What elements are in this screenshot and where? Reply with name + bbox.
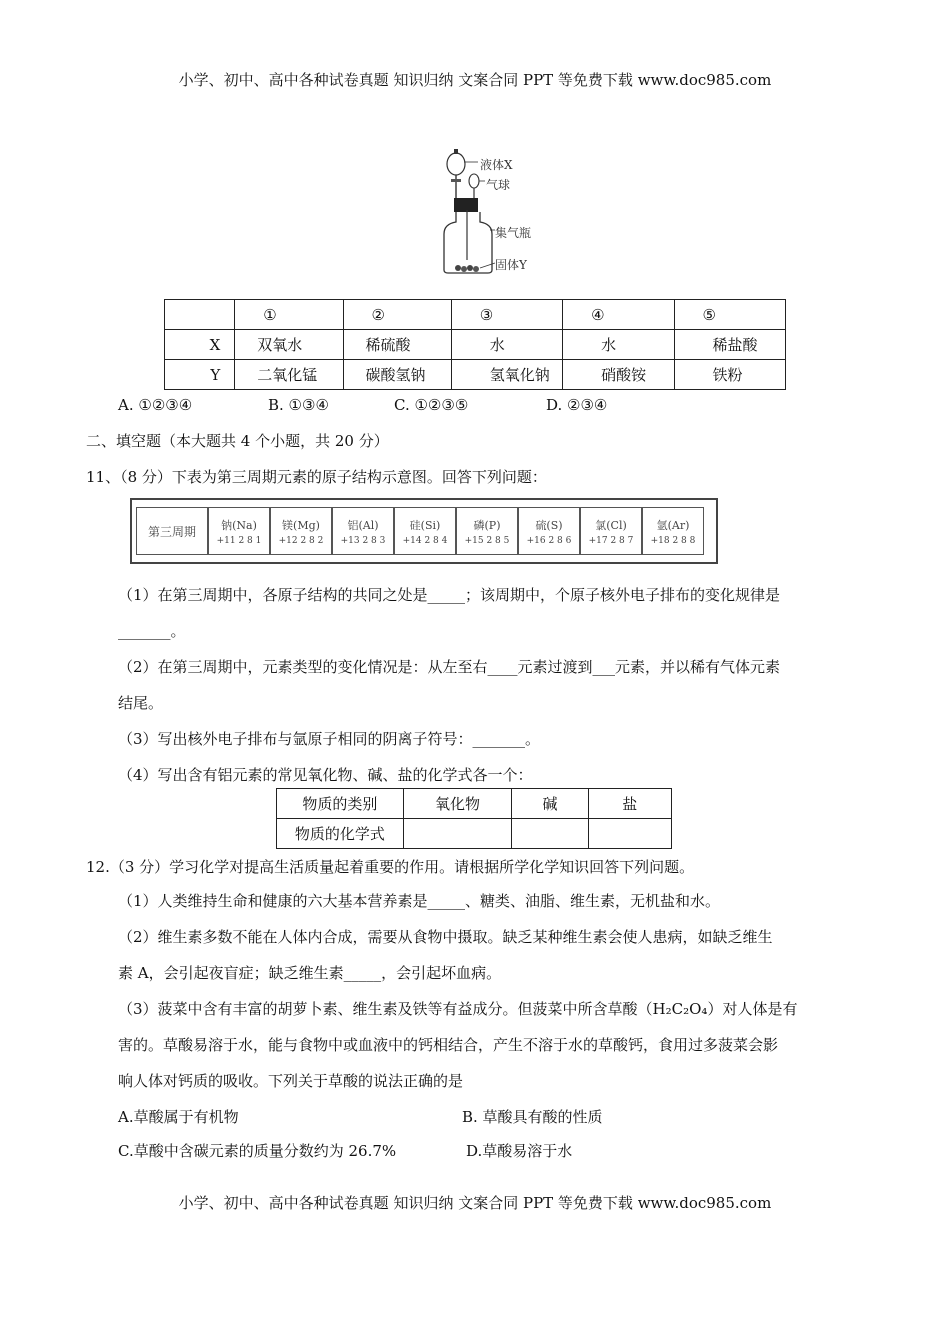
q12-part2-line1: （2）维生素多数不能在人体内合成，需要从食物中摄取。缺乏某种维生素会使人患病，如缺乏维生 (118, 928, 773, 946)
q12-option-a: A.草酸属于有机物 (118, 1108, 239, 1126)
q10-reagent-table (164, 299, 786, 390)
element-cell (456, 507, 518, 555)
table-header-row (165, 300, 786, 330)
q11-part4: （4）写出含有铝元素的常见氧化物、碱、盐的化学式各一个： (118, 766, 533, 784)
table-cell: 氢氧化钠 (451, 360, 562, 390)
element-cell (518, 507, 580, 555)
label-solid-y: 固体Y (495, 258, 527, 272)
table-header-cell: ③ (451, 300, 562, 330)
q11-part2-line1: （2）在第三周期中，元素类型的变化情况是：从左至右____元素过渡到___元素，并以稀有气体元素 (118, 658, 781, 676)
table-row (277, 789, 672, 819)
apparatus-diagram (440, 148, 560, 276)
option-c: C. ①②③⑤ (394, 396, 469, 414)
atom-structure: +15 2 8 5 (464, 535, 510, 546)
table-header-cell: ④ (563, 300, 674, 330)
label-liquid-x: 液体X (480, 158, 513, 172)
table-cell: 铁粉 (674, 360, 785, 390)
table-cell: X (165, 330, 235, 360)
atom-structure: +18 2 8 8 (650, 535, 696, 546)
element-cell (270, 507, 332, 555)
table-cell: 盐 (588, 789, 671, 819)
element-name: 磷(P) (473, 518, 501, 532)
q11-part1-line1: （1）在第三周期中，各原子结构的共同之处是_____；该周期中，个原子核外电子排布的变化规律是 (118, 586, 781, 604)
table-cell: 物质的类别 (277, 789, 404, 819)
table-cell: 物质的化学式 (277, 819, 404, 849)
element-name: 硫(S) (535, 518, 563, 532)
q12-part1: （1）人类维持生命和健康的六大基本营养素是_____、糖类、油脂、维生素，无机盐和水。 (118, 892, 721, 910)
table-cell: 水 (451, 330, 562, 360)
table-header-cell: ② (343, 300, 451, 330)
table-cell: 碱 (512, 789, 588, 819)
element-name: 铝(Al) (347, 518, 379, 532)
q12-option-b: B. 草酸具有酸的性质 (462, 1108, 603, 1126)
answer-cell[interactable] (512, 819, 588, 849)
table-cell: 硝酸铵 (563, 360, 674, 390)
table-cell: 稀盐酸 (674, 330, 785, 360)
q12-option-c: C.草酸中含碳元素的质量分数约为 26.7% (118, 1142, 397, 1160)
atom-structure: +12 2 8 2 (278, 535, 324, 546)
table-cell: 二氧化锰 (235, 360, 343, 390)
period3-atom-table (130, 498, 718, 564)
element-name: 镁(Mg) (282, 518, 320, 532)
option-d: D. ②③④ (546, 396, 608, 414)
q12-stem: 12.（3 分）学习化学对提高生活质量起着重要的作用。请根据所学化学知识回答下列问题。 (86, 858, 695, 876)
period-label: 第三周期 (147, 524, 196, 539)
option-a: A. ①②③④ (118, 396, 193, 414)
option-b: B. ①③④ (268, 396, 329, 414)
table-row (165, 330, 786, 360)
table-cell: Y (165, 360, 235, 390)
table-cell (165, 300, 235, 330)
table-cell: 水 (563, 330, 674, 360)
atom-structure: +13 2 8 3 (340, 535, 386, 546)
answer-cell[interactable] (403, 819, 512, 849)
table-row (165, 360, 786, 390)
element-cell (642, 507, 704, 555)
element-cell (332, 507, 394, 555)
q11-stem: 11、（8 分）下表为第三周期元素的原子结构示意图。回答下列问题： (86, 468, 547, 486)
atom-structure: +14 2 8 4 (402, 535, 448, 546)
q12-part2-line2: 素 A，会引起夜盲症；缺乏维生素_____，会引起坏血病。 (118, 964, 502, 982)
element-cell (208, 507, 270, 555)
table-cell: 稀硫酸 (343, 330, 451, 360)
q12-part3-line3: 响人体对钙质的吸收。下列关于草酸的说法正确的是 (118, 1072, 464, 1090)
element-name: 钠(Na) (221, 518, 257, 532)
atom-structure: +16 2 8 6 (526, 535, 572, 546)
atom-structure: +17 2 8 7 (588, 535, 634, 546)
label-balloon: 气球 (486, 178, 511, 192)
element-name: 氯(Cl) (595, 518, 627, 532)
table-cell: 双氧水 (235, 330, 343, 360)
element-name: 硅(Si) (409, 518, 441, 532)
q11-part2-line2: 结尾。 (118, 694, 164, 712)
table-cell: 氧化物 (403, 789, 512, 819)
q11-part1-line2: _______。 (118, 622, 186, 640)
element-cell (580, 507, 642, 555)
period-label-cell (136, 507, 208, 555)
answer-cell[interactable] (588, 819, 671, 849)
table-header-cell: ⑤ (674, 300, 785, 330)
label-gas-bottle: 集气瓶 (495, 226, 532, 240)
q11-formula-table (276, 788, 672, 849)
table-header-cell: ① (235, 300, 343, 330)
q12-option-d: D.草酸易溶于水 (466, 1142, 573, 1160)
table-cell: 碳酸氢钠 (343, 360, 451, 390)
page-header: 小学、初中、高中各种试卷真题 知识归纳 文案合同 PPT 等免费下载 www.doc985.com (178, 71, 772, 89)
element-name: 氩(Ar) (656, 518, 690, 532)
q11-part3: （3）写出核外电子排布与氩原子相同的阴离子符号：_______。 (118, 730, 541, 748)
table-row (277, 819, 672, 849)
element-cell (394, 507, 456, 555)
q12-part3-line2: 害的。草酸易溶于水，能与食物中或血液中的钙相结合，产生不溶于水的草酸钙，食用过多菠菜会影 (118, 1036, 779, 1054)
atom-structure: +11 2 8 1 (216, 535, 262, 546)
page-footer: 小学、初中、高中各种试卷真题 知识归纳 文案合同 PPT 等免费下载 www.doc985.com (178, 1194, 772, 1212)
q12-part3-line1: （3）菠菜中含有丰富的胡萝卜素、维生素及铁等有益成分。但菠菜中所含草酸（H₂C₂O₄）对人体是有 (118, 1000, 798, 1018)
section-title: 二、填空题（本大题共 4 个小题，共 20 分） (86, 432, 389, 450)
